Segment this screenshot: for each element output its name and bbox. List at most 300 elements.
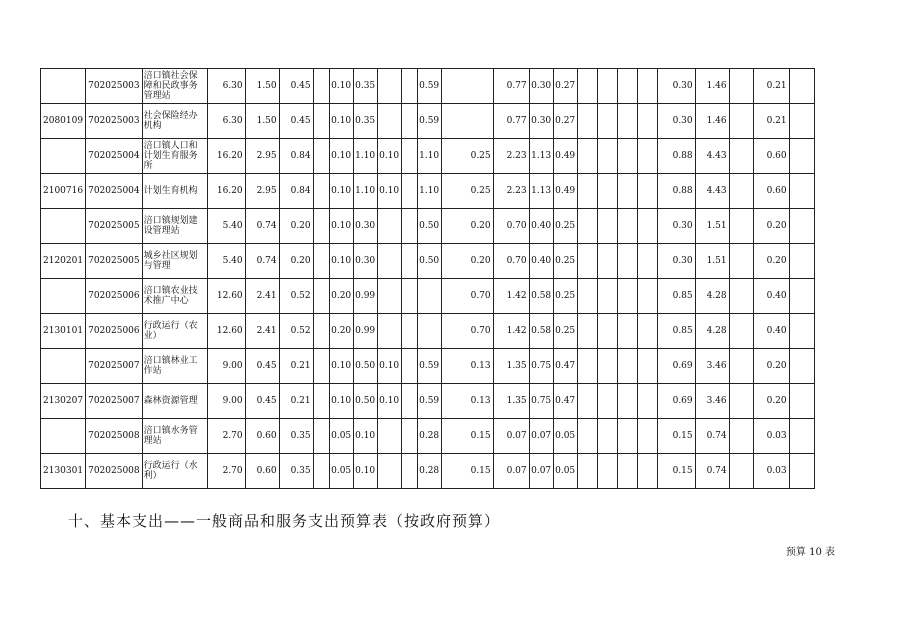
- table-cell-c19: [637, 104, 657, 139]
- table-cell-c6: [313, 279, 329, 314]
- table-cell-c8: 0.35: [353, 69, 377, 104]
- table-cell-c8: 0.99: [353, 279, 377, 314]
- table-cell-c21: 1.46: [695, 69, 729, 104]
- table-cell-c23: 0.03: [753, 419, 789, 454]
- table-cell-code: 2100716: [41, 174, 86, 209]
- table-cell-code: [41, 279, 86, 314]
- table-cell-c18: [617, 314, 637, 349]
- table-cell-c13: 0.70: [493, 209, 529, 244]
- table-cell-c9: 0.10: [377, 174, 401, 209]
- table-cell-code: [41, 209, 86, 244]
- table-cell-c5: 0.20: [279, 209, 313, 244]
- table-cell-c11: 0.59: [417, 349, 441, 384]
- table-cell-unit: 702025006: [86, 279, 143, 314]
- table-cell-c12: 0.70: [441, 314, 493, 349]
- table-cell-c19: [637, 314, 657, 349]
- table-cell-name: 涪口镇农业技术推广中心: [142, 279, 207, 314]
- table-cell-c11: 1.10: [417, 174, 441, 209]
- table-cell-c23: 0.60: [753, 139, 789, 174]
- table-cell-c6: [313, 104, 329, 139]
- table-row: [41, 69, 815, 104]
- table-cell-c12: 0.25: [441, 174, 493, 209]
- table-cell-c15: 0.05: [553, 454, 577, 489]
- table-cell-c11: 0.28: [417, 454, 441, 489]
- table-cell-c5: 0.35: [279, 419, 313, 454]
- table-cell-c21: 1.51: [695, 209, 729, 244]
- table-cell-c8: 0.30: [353, 209, 377, 244]
- table-row: [41, 454, 815, 489]
- table-cell-c23: 0.21: [753, 69, 789, 104]
- table-cell-c12: 0.25: [441, 139, 493, 174]
- table-row: [41, 314, 815, 349]
- table-cell-c9: [377, 279, 401, 314]
- table-cell-c22: [729, 314, 753, 349]
- table-cell-c15: 0.27: [553, 104, 577, 139]
- table-cell-c6: [313, 454, 329, 489]
- table-cell-c7: 0.05: [329, 419, 353, 454]
- table-cell-c22: [729, 104, 753, 139]
- table-cell-c19: [637, 419, 657, 454]
- table-cell-c9: 0.10: [377, 349, 401, 384]
- table-cell-c22: [729, 454, 753, 489]
- table-cell-c6: [313, 384, 329, 419]
- table-cell-c22: [729, 69, 753, 104]
- table-cell-unit: 702025007: [86, 349, 143, 384]
- table-cell-c11: 0.59: [417, 384, 441, 419]
- table-cell-c18: [617, 104, 637, 139]
- table-cell-c8: 0.10: [353, 454, 377, 489]
- table-cell-c6: [313, 209, 329, 244]
- table-cell-c18: [617, 279, 637, 314]
- table-cell-unit: 702025004: [86, 139, 143, 174]
- table-cell-name: 涪口镇林业工作站: [142, 349, 207, 384]
- table-cell-c4: 1.50: [245, 69, 279, 104]
- table-cell-c14: 0.75: [529, 384, 553, 419]
- table-cell-c11: [417, 279, 441, 314]
- table-cell-c8: 0.35: [353, 104, 377, 139]
- table-cell-c21: 0.74: [695, 454, 729, 489]
- table-cell-c14: 0.07: [529, 419, 553, 454]
- table-cell-c17: [597, 279, 617, 314]
- table-cell-c8: 1.10: [353, 174, 377, 209]
- table-cell-c7: 0.20: [329, 314, 353, 349]
- table-cell-c7: 0.10: [329, 174, 353, 209]
- table-cell-c4: 2.95: [245, 139, 279, 174]
- table-cell-c10: [401, 244, 417, 279]
- table-cell-code: 2120201: [41, 244, 86, 279]
- table-cell-c4: 2.41: [245, 279, 279, 314]
- table-cell-c3: 9.00: [207, 349, 245, 384]
- table-cell-c21: 3.46: [695, 384, 729, 419]
- table-cell-c4: 0.74: [245, 244, 279, 279]
- table-cell-c13: 0.07: [493, 454, 529, 489]
- table-cell-name: 森林资源管理: [142, 384, 207, 419]
- table-cell-c6: [313, 139, 329, 174]
- table-cell-c14: 0.07: [529, 454, 553, 489]
- table-cell-c19: [637, 454, 657, 489]
- table-cell-c13: 1.42: [493, 314, 529, 349]
- table-cell-c9: [377, 69, 401, 104]
- table-cell-c24: [789, 209, 814, 244]
- table-cell-c22: [729, 384, 753, 419]
- table-cell-c21: 3.46: [695, 349, 729, 384]
- table-cell-c19: [637, 174, 657, 209]
- table-cell-c13: 1.35: [493, 349, 529, 384]
- table-cell-c5: 0.20: [279, 244, 313, 279]
- budget-table: [40, 68, 815, 489]
- table-cell-c16: [577, 314, 597, 349]
- table-cell-name: 行政运行（水利）: [142, 454, 207, 489]
- table-cell-c17: [597, 244, 617, 279]
- table-cell-c20: 0.88: [657, 139, 695, 174]
- table-cell-c19: [637, 384, 657, 419]
- table-cell-c12: 0.13: [441, 384, 493, 419]
- table-cell-name: 涪口镇人口和计划生育服务所: [142, 139, 207, 174]
- table-cell-code: 2130301: [41, 454, 86, 489]
- table-cell-c4: 2.95: [245, 174, 279, 209]
- table-cell-c22: [729, 139, 753, 174]
- table-cell-c13: 0.77: [493, 104, 529, 139]
- table-cell-c24: [789, 174, 814, 209]
- table-cell-c16: [577, 174, 597, 209]
- table-cell-c18: [617, 69, 637, 104]
- table-cell-c20: 0.85: [657, 314, 695, 349]
- table-cell-c4: 0.60: [245, 454, 279, 489]
- table-cell-c11: 0.59: [417, 69, 441, 104]
- table-cell-c17: [597, 419, 617, 454]
- table-cell-c18: [617, 419, 637, 454]
- table-cell-c12: 0.15: [441, 454, 493, 489]
- table-cell-c4: 1.50: [245, 104, 279, 139]
- table-cell-c14: 0.58: [529, 279, 553, 314]
- table-cell-c15: 0.25: [553, 209, 577, 244]
- table-cell-c9: [377, 314, 401, 349]
- table-cell-c21: 4.28: [695, 279, 729, 314]
- table-cell-c10: [401, 174, 417, 209]
- table-cell-c15: 0.05: [553, 419, 577, 454]
- table-cell-c15: 0.49: [553, 139, 577, 174]
- table-cell-code: 2130101: [41, 314, 86, 349]
- table-cell-c24: [789, 419, 814, 454]
- table-cell-c5: 0.45: [279, 69, 313, 104]
- table-cell-c20: 0.30: [657, 69, 695, 104]
- table-cell-unit: 702025006: [86, 314, 143, 349]
- table-cell-unit: 702025005: [86, 209, 143, 244]
- table-cell-c10: [401, 69, 417, 104]
- table-cell-c15: 0.27: [553, 69, 577, 104]
- table-cell-c9: [377, 454, 401, 489]
- table-cell-c15: 0.49: [553, 174, 577, 209]
- table-cell-c10: [401, 139, 417, 174]
- table-cell-c5: 0.21: [279, 349, 313, 384]
- table-cell-c12: [441, 69, 493, 104]
- table-cell-c19: [637, 139, 657, 174]
- table-cell-c24: [789, 314, 814, 349]
- table-cell-c7: 0.10: [329, 69, 353, 104]
- table-cell-c21: 0.74: [695, 419, 729, 454]
- table-cell-c3: 12.60: [207, 314, 245, 349]
- table-cell-c6: [313, 419, 329, 454]
- table-cell-c19: [637, 69, 657, 104]
- table-cell-c7: 0.05: [329, 454, 353, 489]
- page-label: 预算 10 表: [785, 547, 835, 558]
- table-cell-name: 涪口镇水务管理站: [142, 419, 207, 454]
- table-cell-c6: [313, 69, 329, 104]
- table-row: [41, 209, 815, 244]
- table-cell-c20: 0.88: [657, 174, 695, 209]
- table-cell-c8: 0.10: [353, 419, 377, 454]
- table-cell-c24: [789, 454, 814, 489]
- table-cell-c9: 0.10: [377, 139, 401, 174]
- table-cell-c15: 0.25: [553, 314, 577, 349]
- table-cell-c17: [597, 384, 617, 419]
- table-cell-c20: 0.85: [657, 279, 695, 314]
- table-cell-c3: 9.00: [207, 384, 245, 419]
- table-cell-c16: [577, 279, 597, 314]
- table-cell-c12: 0.70: [441, 279, 493, 314]
- table-cell-c6: [313, 244, 329, 279]
- table-cell-c17: [597, 209, 617, 244]
- table-cell-c18: [617, 209, 637, 244]
- table-cell-c17: [597, 349, 617, 384]
- table-cell-c22: [729, 174, 753, 209]
- table-cell-c23: 0.20: [753, 209, 789, 244]
- table-cell-c3: 12.60: [207, 279, 245, 314]
- table-cell-c16: [577, 244, 597, 279]
- table-cell-c17: [597, 139, 617, 174]
- table-cell-c3: 6.30: [207, 104, 245, 139]
- table-caption: 十、基本支出——一般商品和服务支出预算表（按政府预算）: [68, 512, 501, 530]
- table-cell-c16: [577, 384, 597, 419]
- table-cell-c16: [577, 69, 597, 104]
- table-cell-c4: 0.45: [245, 349, 279, 384]
- table-cell-c20: 0.30: [657, 209, 695, 244]
- table-cell-c23: 0.21: [753, 104, 789, 139]
- table-cell-c11: 1.10: [417, 139, 441, 174]
- table-cell-c21: 4.43: [695, 139, 729, 174]
- table-cell-c22: [729, 209, 753, 244]
- table-cell-c22: [729, 349, 753, 384]
- table-cell-c21: 4.28: [695, 314, 729, 349]
- table-cell-name: 行政运行（农业）: [142, 314, 207, 349]
- table-cell-c5: 0.84: [279, 139, 313, 174]
- table-cell-c13: 2.23: [493, 139, 529, 174]
- table-cell-c23: 0.20: [753, 349, 789, 384]
- table-cell-c20: 0.69: [657, 349, 695, 384]
- table-cell-c15: 0.47: [553, 349, 577, 384]
- table-cell-c18: [617, 174, 637, 209]
- table-cell-c10: [401, 384, 417, 419]
- table-cell-c7: 0.10: [329, 104, 353, 139]
- table-cell-c13: 2.23: [493, 174, 529, 209]
- table-cell-c4: 0.60: [245, 419, 279, 454]
- table-cell-c18: [617, 454, 637, 489]
- table-cell-c18: [617, 384, 637, 419]
- table-cell-c12: 0.20: [441, 244, 493, 279]
- table-row: [41, 419, 815, 454]
- table-cell-c5: 0.35: [279, 454, 313, 489]
- table-cell-c12: [441, 104, 493, 139]
- table-cell-c10: [401, 349, 417, 384]
- table-cell-c18: [617, 244, 637, 279]
- table-cell-c12: 0.13: [441, 349, 493, 384]
- table-cell-c9: [377, 104, 401, 139]
- table-cell-c5: 0.21: [279, 384, 313, 419]
- table-cell-c11: 0.50: [417, 244, 441, 279]
- table-cell-unit: 702025008: [86, 419, 143, 454]
- table-cell-c9: [377, 419, 401, 454]
- table-cell-c22: [729, 244, 753, 279]
- table-cell-c22: [729, 279, 753, 314]
- table-cell-c4: 2.41: [245, 314, 279, 349]
- table-cell-c8: 1.10: [353, 139, 377, 174]
- table-cell-c5: 0.52: [279, 314, 313, 349]
- table-cell-c3: 16.20: [207, 139, 245, 174]
- table-cell-c12: 0.20: [441, 209, 493, 244]
- table-cell-c24: [789, 279, 814, 314]
- table-cell-c21: 1.51: [695, 244, 729, 279]
- table-cell-c11: 0.28: [417, 419, 441, 454]
- table-cell-c19: [637, 279, 657, 314]
- table-cell-c21: 4.43: [695, 174, 729, 209]
- table-cell-c22: [729, 419, 753, 454]
- table-cell-c7: 0.10: [329, 244, 353, 279]
- table-cell-c24: [789, 69, 814, 104]
- table-cell-c23: 0.03: [753, 454, 789, 489]
- table-cell-c11: 0.50: [417, 209, 441, 244]
- table-cell-c3: 6.30: [207, 69, 245, 104]
- table-cell-c7: 0.10: [329, 209, 353, 244]
- table-cell-c5: 0.84: [279, 174, 313, 209]
- table-row: [41, 139, 815, 174]
- table-cell-unit: 702025008: [86, 454, 143, 489]
- table-cell-c18: [617, 349, 637, 384]
- table-cell-c11: [417, 314, 441, 349]
- table-cell-c15: 0.25: [553, 244, 577, 279]
- table-cell-c9: 0.10: [377, 384, 401, 419]
- table-cell-c16: [577, 454, 597, 489]
- table-cell-unit: 702025005: [86, 244, 143, 279]
- table-cell-unit: 702025004: [86, 174, 143, 209]
- table-cell-code: 2080109: [41, 104, 86, 139]
- table-cell-c24: [789, 349, 814, 384]
- table-cell-c8: 0.99: [353, 314, 377, 349]
- table-cell-c13: 0.70: [493, 244, 529, 279]
- table-cell-c16: [577, 349, 597, 384]
- table-cell-c14: 0.75: [529, 349, 553, 384]
- table-cell-c16: [577, 209, 597, 244]
- table-cell-c16: [577, 104, 597, 139]
- table-cell-c20: 0.30: [657, 244, 695, 279]
- table-cell-c14: 1.13: [529, 174, 553, 209]
- table-cell-c14: 0.40: [529, 244, 553, 279]
- table-cell-c24: [789, 244, 814, 279]
- table-cell-unit: 702025007: [86, 384, 143, 419]
- table-cell-c14: 0.40: [529, 209, 553, 244]
- table-cell-c23: 0.20: [753, 384, 789, 419]
- table-cell-c23: 0.40: [753, 279, 789, 314]
- table-cell-c4: 0.45: [245, 384, 279, 419]
- table-cell-c7: 0.10: [329, 139, 353, 174]
- table-cell-name: 社会保险经办机构: [142, 104, 207, 139]
- table-cell-c14: 1.13: [529, 139, 553, 174]
- table-cell-c13: 0.07: [493, 419, 529, 454]
- table-cell-name: 涪口镇规划建设管理站: [142, 209, 207, 244]
- table-cell-code: [41, 349, 86, 384]
- table-cell-c23: 0.40: [753, 314, 789, 349]
- table-cell-c6: [313, 349, 329, 384]
- table-cell-c18: [617, 139, 637, 174]
- table-cell-c13: 0.77: [493, 69, 529, 104]
- table-cell-c15: 0.47: [553, 384, 577, 419]
- table-cell-c20: 0.15: [657, 454, 695, 489]
- table-cell-c16: [577, 139, 597, 174]
- table-cell-c20: 0.30: [657, 104, 695, 139]
- table-cell-c12: 0.15: [441, 419, 493, 454]
- table-cell-code: [41, 139, 86, 174]
- table-cell-c14: 0.58: [529, 314, 553, 349]
- table-cell-c3: 5.40: [207, 244, 245, 279]
- table-cell-c13: 1.35: [493, 384, 529, 419]
- table-cell-c24: [789, 104, 814, 139]
- table-cell-c14: 0.30: [529, 104, 553, 139]
- table-cell-c19: [637, 244, 657, 279]
- table-cell-c10: [401, 209, 417, 244]
- table-cell-c15: 0.25: [553, 279, 577, 314]
- table-cell-c14: 0.30: [529, 69, 553, 104]
- table-cell-name: 城乡社区规划与管理: [142, 244, 207, 279]
- table-cell-c10: [401, 419, 417, 454]
- table-cell-c23: 0.20: [753, 244, 789, 279]
- table-cell-c4: 0.74: [245, 209, 279, 244]
- table-cell-c17: [597, 454, 617, 489]
- table-cell-c23: 0.60: [753, 174, 789, 209]
- table-cell-c7: 0.20: [329, 279, 353, 314]
- table-cell-name: 计划生育机构: [142, 174, 207, 209]
- table-row: [41, 279, 815, 314]
- table-cell-c8: 0.50: [353, 384, 377, 419]
- table-cell-c7: 0.10: [329, 349, 353, 384]
- table-cell-unit: 702025003: [86, 104, 143, 139]
- table-cell-c16: [577, 419, 597, 454]
- table-cell-c10: [401, 104, 417, 139]
- table-cell-c13: 1.42: [493, 279, 529, 314]
- table-cell-c17: [597, 69, 617, 104]
- table-cell-code: 2130207: [41, 384, 86, 419]
- table-cell-c8: 0.50: [353, 349, 377, 384]
- table-cell-c3: 16.20: [207, 174, 245, 209]
- table-cell-c8: 0.30: [353, 244, 377, 279]
- table-cell-c17: [597, 174, 617, 209]
- table-cell-c5: 0.45: [279, 104, 313, 139]
- table-cell-c20: 0.15: [657, 419, 695, 454]
- table-cell-c3: 2.70: [207, 419, 245, 454]
- table-cell-c9: [377, 244, 401, 279]
- table-cell-code: [41, 419, 86, 454]
- table-cell-c10: [401, 454, 417, 489]
- table-cell-c6: [313, 314, 329, 349]
- table-cell-c11: 0.59: [417, 104, 441, 139]
- table-cell-c21: 1.46: [695, 104, 729, 139]
- table-cell-c17: [597, 104, 617, 139]
- table-cell-c3: 2.70: [207, 454, 245, 489]
- table-cell-c10: [401, 314, 417, 349]
- table-cell-c3: 5.40: [207, 209, 245, 244]
- table-cell-code: [41, 69, 86, 104]
- table-cell-c19: [637, 349, 657, 384]
- table-row: [41, 244, 815, 279]
- table-cell-c20: 0.69: [657, 384, 695, 419]
